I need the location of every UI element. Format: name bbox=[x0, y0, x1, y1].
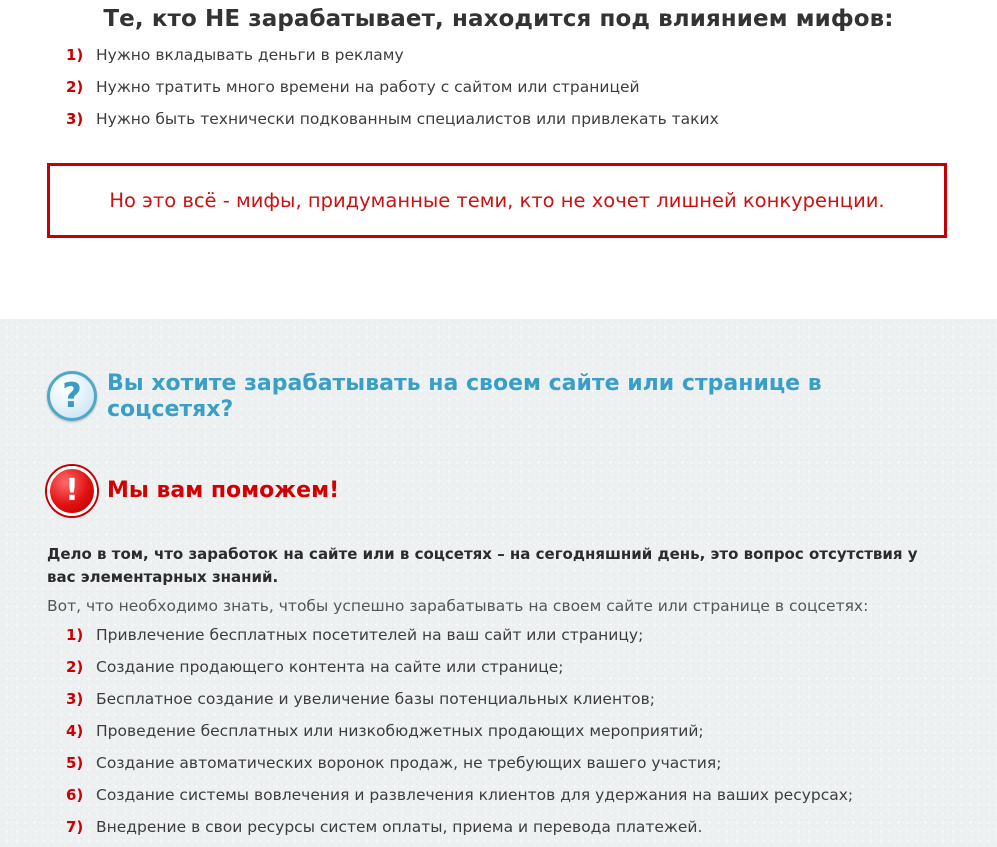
list-item bbox=[66, 722, 853, 754]
help-heading bbox=[47, 466, 339, 516]
list-item bbox=[66, 46, 719, 78]
list-number: 6) bbox=[66, 786, 84, 804]
help-title: Мы вам поможем! bbox=[107, 478, 340, 503]
list-item bbox=[66, 626, 853, 658]
bold-paragraph: Дело в том, что заработок на сайте или в соцсетях – на сегодняшний день, это вопрос отсутствия у вас элементарных знаний. bbox=[47, 545, 918, 586]
myth-callout-box bbox=[47, 163, 947, 238]
question-heading bbox=[47, 371, 877, 423]
list-number: 2) bbox=[66, 78, 84, 96]
list-text: Нужно тратить много времени на работу с сайтом или страницей bbox=[96, 78, 640, 96]
list-text: Внедрение в свои ресурсы систем оплаты, приема и перевода платежей. bbox=[96, 818, 703, 836]
list-item bbox=[66, 786, 853, 818]
list-item bbox=[66, 78, 719, 110]
list-number: 3) bbox=[66, 690, 84, 708]
list-item bbox=[66, 110, 719, 142]
myths-section bbox=[0, 0, 997, 319]
myths-title: Те, кто НЕ зарабатывает, находится под влиянием мифов: bbox=[103, 6, 894, 32]
list-number: 3) bbox=[66, 110, 84, 128]
list-text: Привлечение бесплатных посетителей на ваш сайт или страницу; bbox=[96, 626, 644, 644]
list-number: 4) bbox=[66, 722, 84, 740]
list-item bbox=[66, 818, 853, 847]
intro-paragraph: Вот, что необходимо знать, чтобы успешно зарабатывать на своем сайте или странице в соцсетях: bbox=[47, 597, 869, 615]
list-item bbox=[66, 690, 853, 722]
list-text: Нужно быть технически подкованным специалистов или привлекать таких bbox=[96, 110, 719, 128]
list-text: Нужно вкладывать деньги в рекламу bbox=[96, 46, 404, 64]
list-number: 5) bbox=[66, 754, 84, 772]
list-number: 7) bbox=[66, 818, 84, 836]
skills-list bbox=[66, 626, 853, 847]
myth-callout-text: Но это всё - мифы, придуманные теми, кто не хочет лишней конкуренции. bbox=[109, 189, 885, 212]
list-text: Проведение бесплатных или низкобюджетных продающих мероприятий; bbox=[96, 722, 704, 740]
list-text: Создание автоматических воронок продаж, не требующих вашего участия; bbox=[96, 754, 722, 772]
myths-list bbox=[66, 46, 719, 142]
list-item bbox=[66, 754, 853, 786]
question-circle-icon: ? bbox=[47, 371, 97, 421]
list-number: 1) bbox=[66, 626, 84, 644]
exclamation-circle-icon: ! bbox=[47, 466, 97, 516]
list-number: 2) bbox=[66, 658, 84, 676]
question-title: Вы хотите зарабатывать на своем сайте или странице в соцсетях? bbox=[107, 371, 822, 422]
list-item bbox=[66, 658, 853, 690]
list-text: Бесплатное создание и увеличение базы потенциальных клиентов; bbox=[96, 690, 655, 708]
list-number: 1) bbox=[66, 46, 84, 64]
list-text: Создание продающего контента на сайте или странице; bbox=[96, 658, 564, 676]
list-text: Создание системы вовлечения и развлечения клиентов для удержания на ваших ресурсах; bbox=[96, 786, 854, 804]
